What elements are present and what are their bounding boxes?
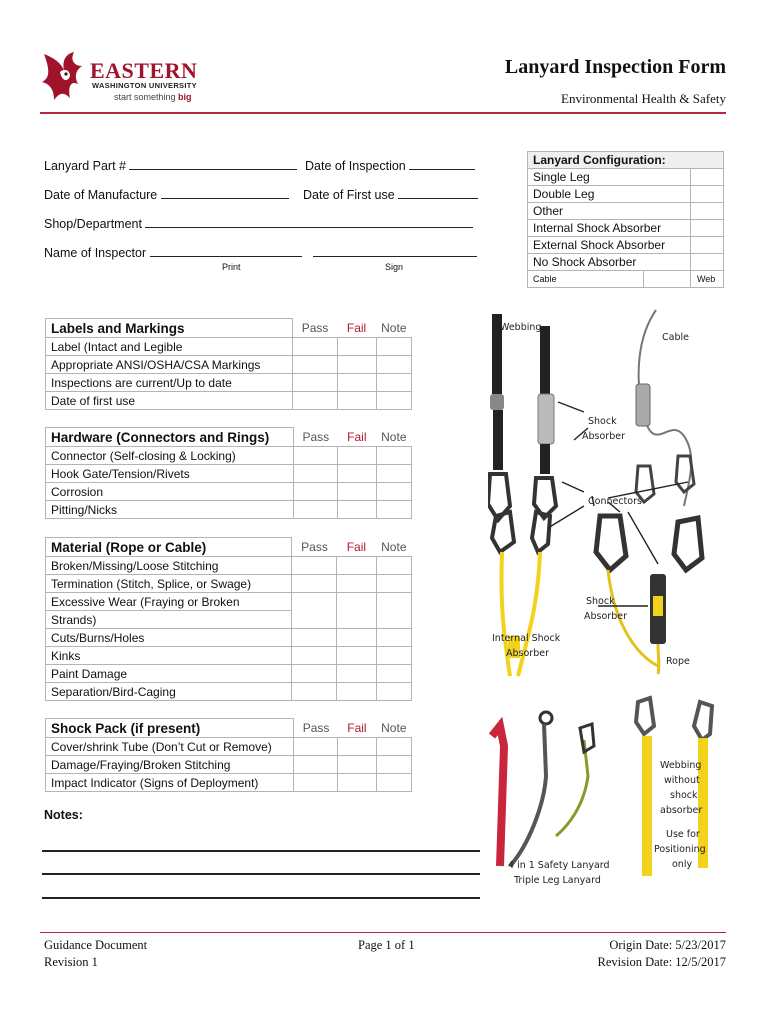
web-label: Web [696,274,716,284]
date-of-first-use-field [303,186,478,202]
fail-cell[interactable] [337,665,377,683]
shock-absorber-label-1: Shock [588,416,617,427]
inspection-section-material [45,537,412,701]
note-cell[interactable] [376,447,411,465]
note-cell[interactable] [376,392,411,410]
fail-column-header: Fail [347,720,367,735]
internal-shock-label-1: Internal Shock [492,633,561,644]
section-title: Shock Pack (if present) [46,719,294,738]
pass-cell[interactable] [292,647,337,665]
fail-cell[interactable] [337,338,376,356]
config-checkbox[interactable] [690,237,723,254]
inspection-item: Cuts/Burns/Holes [46,629,292,647]
config-checkbox[interactable] [690,169,723,186]
positioning-label-7: only [672,859,693,870]
notes-line[interactable] [42,850,480,852]
shock-absorber-label-2: Absorber [582,431,625,442]
inspection-item: Date of first use [46,392,293,410]
note-cell[interactable] [376,356,411,374]
note-cell[interactable] [376,557,411,575]
config-option: Single Leg [528,169,691,186]
note-column-header: Note [381,429,407,444]
fail-cell[interactable] [337,557,377,575]
configuration-heading: Lanyard Configuration: [528,152,724,169]
footer-page-number: Page 1 of 1 [358,938,415,952]
footer-origin-date: Origin Date: 5/23/2017 [609,938,726,952]
pass-cell[interactable] [294,756,338,774]
pass-cell[interactable] [292,557,337,575]
config-option: External Shock Absorber [528,237,691,254]
note-cell[interactable] [376,665,411,683]
positioning-label-3: shock [670,790,698,801]
inspector-print-line[interactable] [150,244,302,257]
lanyard-configuration-table [527,151,724,288]
note-cell[interactable] [376,374,411,392]
section-title: Hardware (Connectors and Rings) [46,428,294,447]
pass-column-header: Pass [301,539,328,554]
inspection-item: Broken/Missing/Loose Stitching [46,557,292,575]
connectors-label: Connectors [588,496,642,507]
pass-cell[interactable] [294,774,338,792]
note-cell[interactable] [376,683,411,701]
page-title: Lanyard Inspection Form [504,56,726,78]
pass-cell[interactable] [294,738,338,756]
inspection-item: Cover/shrink Tube (Don’t Cut or Remove) [46,738,294,756]
inspection-item: Paint Damage [46,665,292,683]
note-column-header: Note [381,539,407,554]
footer-revision: Revision 1 [44,955,98,969]
pass-cell[interactable] [292,683,337,701]
webbing-lanyard-image [488,314,556,520]
config-checkbox[interactable] [690,220,723,237]
config-checkbox[interactable] [690,186,723,203]
notes-label: Notes: [44,808,83,822]
inspection-item: Appropriate ANSI/OSHA/CSA Markings [46,356,293,374]
date-of-first-use-line[interactable] [398,186,478,199]
print-caption: Print [222,262,241,272]
shop-department-line[interactable] [145,215,473,228]
lanyard-part-label: Lanyard Part # [44,159,126,173]
note-cell[interactable] [376,465,411,483]
config-checkbox[interactable] [690,254,723,271]
cable-checkbox[interactable] [644,271,691,288]
shop-department-field [44,215,473,231]
inspection-item: Corrosion [46,483,294,501]
webbing-label: Webbing [500,322,542,333]
note-cell[interactable] [376,593,411,629]
date-of-manufacture-label: Date of Manufacture [44,188,158,202]
config-option: Internal Shock Absorber [528,220,691,237]
positioning-label-2: without [664,775,700,786]
note-cell[interactable] [376,774,411,792]
rope-lanyard-image [596,516,702,674]
inspection-item: Termination (Stitch, Splice, or Swage) [46,575,292,593]
date-of-inspection-label: Date of Inspection [305,159,406,173]
shop-department-label: Shop/Department [44,217,142,231]
fail-cell[interactable] [337,575,377,593]
note-cell[interactable] [376,629,411,647]
fail-cell[interactable] [338,774,376,792]
fail-cell[interactable] [337,629,377,647]
fail-cell[interactable] [338,483,377,501]
footer-doc-type: Guidance Document [44,938,148,952]
section-title: Material (Rope or Cable) [46,538,292,557]
inspection-item: Impact Indicator (Signs of Deployment) [46,774,294,792]
pass-cell[interactable] [292,593,337,629]
date-of-first-use-label: Date of First use [303,188,395,202]
lanyard-part-field [44,157,297,173]
pass-cell[interactable] [293,356,337,374]
triple-leg-lanyard-image [492,712,594,866]
note-column-header: Note [381,320,407,335]
shock-absorber-mid-label-1: Shock [586,596,615,607]
inspection-item: Damage/Fraying/Broken Stitching [46,756,294,774]
note-column-header: Note [381,720,407,735]
inspection-section-hardware [45,427,412,519]
date-of-manufacture-field [44,186,289,202]
internal-shock-label-2: Absorber [506,648,549,659]
lanyard-part-line[interactable] [129,157,297,170]
fail-column-header: Fail [346,320,367,335]
pass-cell[interactable] [294,465,338,483]
logo-tagline: start something big [114,92,192,102]
fail-column-header: Fail [347,429,367,444]
pass-cell[interactable] [292,665,337,683]
pass-cell[interactable] [294,447,338,465]
section-title: Labels and Markings [46,319,293,338]
config-option: Double Leg [528,186,691,203]
sign-caption: Sign [385,262,404,272]
note-cell[interactable] [376,647,411,665]
fail-cell[interactable] [338,501,377,519]
inspection-item: Excessive Wear (Fraying or Broken [46,593,292,611]
note-cell[interactable] [376,501,411,519]
name-of-inspector-label: Name of Inspector [44,246,147,260]
eagle-icon [40,48,92,106]
positioning-label-5: Use for [666,829,700,840]
inspection-section-shock-pack [45,718,412,792]
pass-column-header: Pass [302,720,330,735]
fail-cell[interactable] [338,465,377,483]
logo-university: WASHINGTON UNIVERSITY [92,81,197,90]
fail-cell[interactable] [338,447,377,465]
notes-line[interactable] [42,897,480,899]
pass-cell[interactable] [292,629,337,647]
inspection-item-continued: Strands) [46,611,292,629]
config-option: No Shock Absorber [528,254,691,271]
shock-absorber-mid-label-2: Absorber [584,611,627,622]
inspector-sign-line[interactable] [313,244,477,257]
note-cell[interactable] [376,756,411,774]
date-of-inspection-field [305,157,475,173]
config-option: Other [528,203,691,220]
pass-cell[interactable] [293,392,337,410]
config-checkbox[interactable] [690,203,723,220]
pass-cell[interactable] [292,575,337,593]
lanyard-types-illustration [488,306,728,896]
note-cell[interactable] [376,338,411,356]
logo-wordmark: EASTERN [90,58,198,83]
inspection-section-labels [45,318,412,410]
cable-label-illus: Cable [662,332,689,343]
note-cell[interactable] [376,483,411,501]
date-of-inspection-line[interactable] [409,157,475,170]
footer-divider [40,932,726,933]
date-of-manufacture-line[interactable] [161,186,289,199]
positioning-label-1: Webbing [660,760,702,771]
inspection-item: Label (Intact and Legible [46,338,293,356]
notes-line[interactable] [42,873,480,875]
pass-cell[interactable] [293,374,337,392]
pass-column-header: Pass [302,429,330,444]
inspection-item: Inspections are current/Up to date [46,374,293,392]
fail-cell[interactable] [338,756,376,774]
name-of-inspector-field [44,244,477,260]
fail-column-header: Fail [346,539,367,554]
inspection-item: Kinks [46,647,292,665]
fail-cell[interactable] [337,374,376,392]
header-divider [40,112,726,114]
rope-label: Rope [666,656,690,667]
eastern-logo [40,48,210,108]
fail-cell[interactable] [337,683,377,701]
positioning-label-6: Positioning [654,844,706,855]
inspection-item: Connector (Self-closing & Locking) [46,447,294,465]
pass-cell[interactable] [293,338,337,356]
inspection-item: Hook Gate/Tension/Rivets [46,465,294,483]
note-cell[interactable] [376,738,411,756]
pass-column-header: Pass [301,320,329,335]
pass-cell[interactable] [294,483,338,501]
page-subtitle: Environmental Health & Safety [561,91,726,106]
inspection-item: Separation/Bird-Caging [46,683,292,701]
positioning-label-4: absorber [660,805,703,816]
cable-label: Cable [528,271,644,288]
note-cell[interactable] [376,575,411,593]
footer-revision-date: Revision Date: 12/5/2017 [597,955,726,969]
fail-cell[interactable] [337,593,377,629]
fail-cell[interactable] [337,356,376,374]
fail-cell[interactable] [338,738,376,756]
triple-leg-label-1: 4 in 1 Safety Lanyard [508,860,610,871]
web-cell [690,271,723,288]
pass-cell[interactable] [294,501,338,519]
triple-leg-label-2: Triple Leg Lanyard [514,875,601,886]
inspection-item: Pitting/Nicks [46,501,294,519]
fail-cell[interactable] [337,647,377,665]
fail-cell[interactable] [337,392,376,410]
